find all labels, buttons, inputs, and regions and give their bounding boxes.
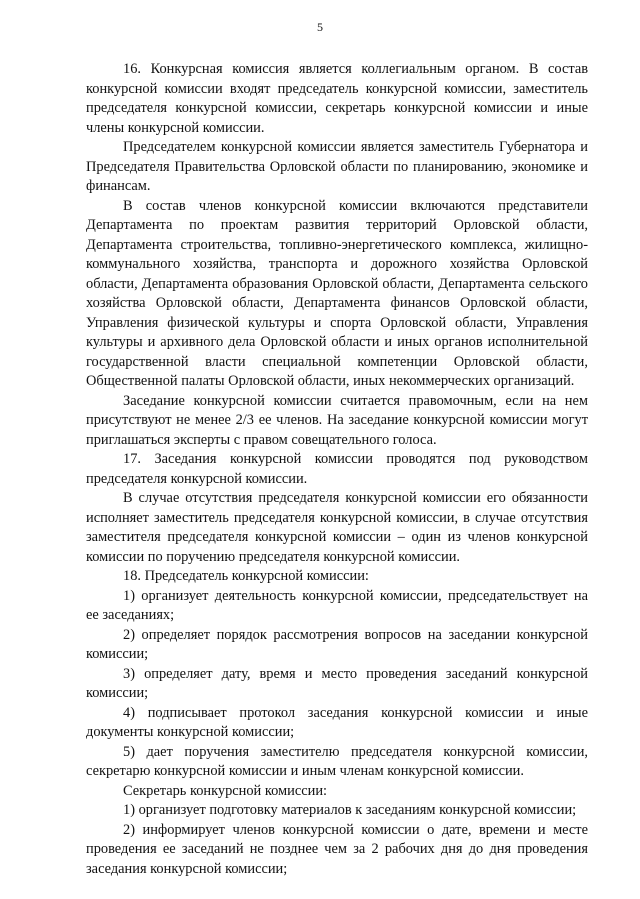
paragraph-members: В состав членов конкурсной комиссии включаются представители Департамента по проектам развития территорий Орловской области, Департамента строительства, топливно-энергетического комплекса, жилищно-коммунального хозяйства, транспорта и дорожного хозяйства Орловской области, Департамента образования Орловской области, Департамента сельского хозяйства Орловской области, Департамента финансов Орловской области, Управления физической культуры и спорта Орловской области, Управления культуры и архивного дела Орловской области и иных органов исполнительной государственной власти специальной компетенции Орловской области, Общественной палаты Орловской области, иных некоммерческих организаций. bbox=[86, 197, 588, 389]
chairman-duty-3: 3) определяет дату, время и место проведения заседаний конкурсной комиссии; bbox=[86, 665, 588, 701]
paragraph-17-meetings: 17. Заседания конкурсной комиссии проводятся под руководством председателя конкурсной комиссии. bbox=[86, 451, 588, 487]
secretary-duty-2: 2) информирует членов конкурсной комиссии о дате, времени и месте проведения ее заседаний не позднее чем за 2 рабочих дня до дня проведения заседания конкурсной комиссии; bbox=[86, 821, 588, 877]
secretary-duty-1: 1) организует подготовку материалов к заседаниям конкурсной комиссии; bbox=[123, 802, 577, 818]
paragraph-chairman: Председателем конкурсной комиссии является заместитель Губернатора и Председателя Правительства Орловской области по планированию, экономике и финансам. bbox=[86, 139, 588, 194]
paragraph-quorum: Заседание конкурсной комиссии считается правомочным, если на нем присутствуют не менее 2/3 ее членов. На заседание конкурсной комиссии могут приглашаться эксперты с правом совещательного голоса. bbox=[86, 392, 588, 448]
paragraph-16-composition: 16. Конкурсная комиссия является коллегиальным органом. В состав конкурсной комиссии входят председатель конкурсной комиссии, заместитель председателя конкурсной комиссии, секретарь конкурсной комиссии и иные члены конкурсной комиссии. bbox=[86, 61, 588, 136]
chairman-duty-1: 1) организует деятельность конкурсной комиссии, председательствует на ее заседаниях; bbox=[86, 587, 588, 623]
chairman-duty-4: 4) подписывает протокол заседания конкурсной комиссии и иные документы конкурсной комиссии; bbox=[86, 704, 588, 740]
document-body bbox=[86, 60, 588, 879]
paragraph-absence: В случае отсутствия председателя конкурсной комиссии его обязанности исполняет заместитель председателя конкурсной комиссии, в случае отсутствия заместителя председателя конкурсной комиссии – один из членов конкурсной комиссии по поручению председателя конкурсной комиссии. bbox=[86, 490, 588, 565]
page-number: 5 bbox=[317, 20, 323, 34]
chairman-duty-2: 2) определяет порядок рассмотрения вопросов на заседании конкурсной комиссии; bbox=[86, 626, 588, 662]
chairman-duty-5: 5) дает поручения заместителю председателя конкурсной комиссии, секретарю конкурсной комиссии и иным членам конкурсной комиссии. bbox=[86, 743, 588, 779]
paragraph-18-chairman-duties: 18. Председатель конкурсной комиссии: bbox=[123, 568, 369, 584]
paragraph-secretary: Секретарь конкурсной комиссии: bbox=[123, 782, 328, 799]
